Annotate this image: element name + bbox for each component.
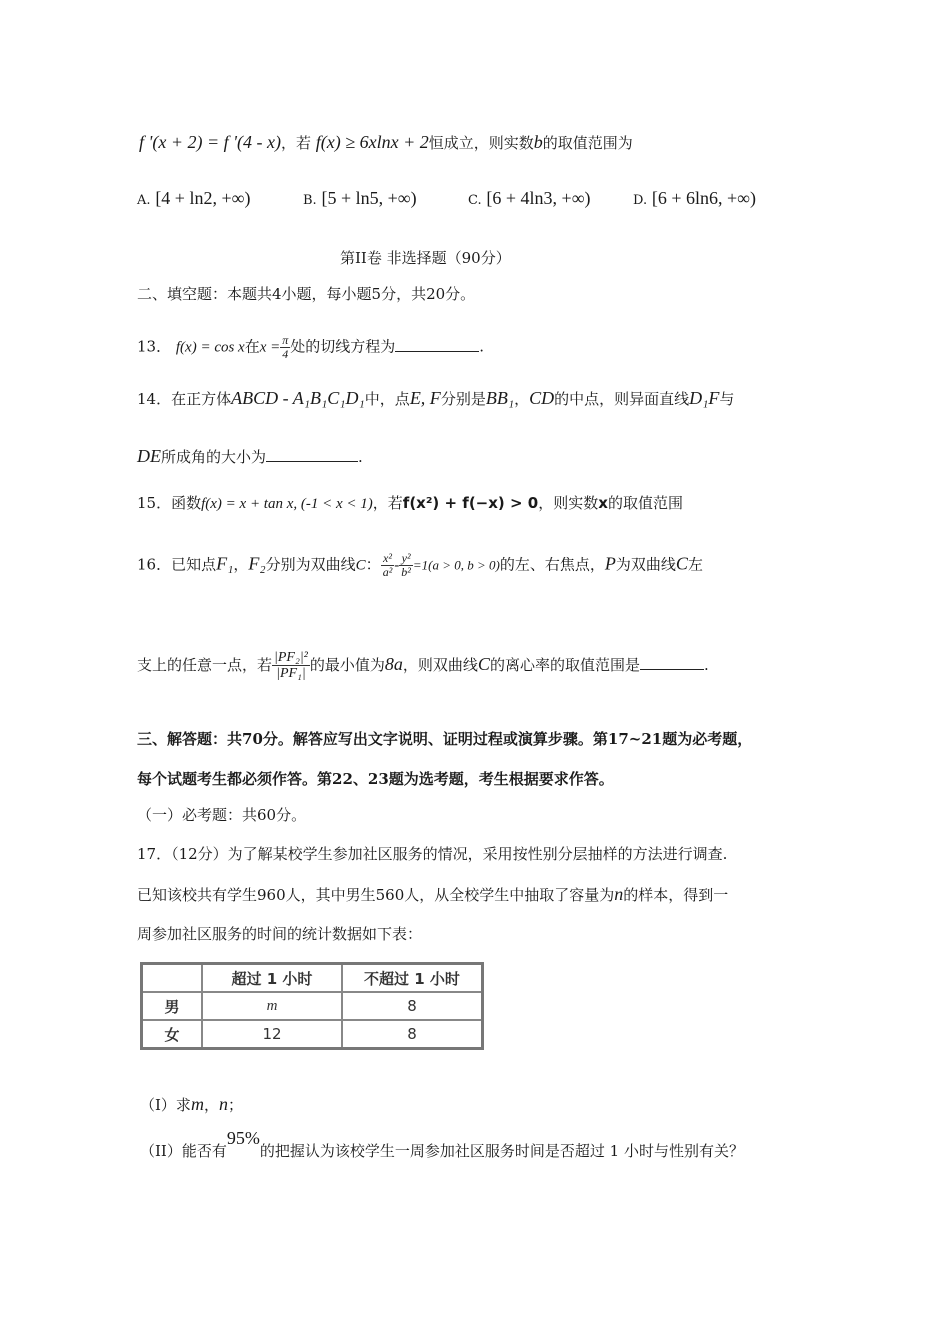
- sub-question-2: （II）能否有95%的把握认为该校学生一周参加社区服务时间是否超过 1 小时与性别有关？: [140, 1128, 744, 1160]
- derivative-equation: f '(x + 2) = f '(4 - x): [139, 132, 281, 152]
- table-row: 超过 1 小时 不超过 1 小时: [142, 964, 483, 993]
- solve-heading-line1: 三、解答题：共70分。解答应写出文字说明、证明过程或演算步骤。第17~21题为必考题，: [137, 730, 753, 748]
- question-13: 13． f(x) = cos x在x = $\frac{\pi}{4}$ 处的切线方程为 .: [137, 333, 485, 362]
- table-row: 男 m 8: [142, 992, 483, 1020]
- x-squared-over-a-squared: $\frac{\text{x²}}{\text{a²}}$: [382, 551, 393, 580]
- part2-title: 第II卷 非选择题（90分）: [340, 249, 511, 267]
- option-d: D. [6 + 6ln6, +∞): [633, 188, 756, 208]
- condition-line: f '(x + 2) = f '(4 - x)，若 f(x) ≥ 6xlnx + 2恒成立，则实数b的取值范围为: [139, 132, 633, 152]
- answer-blank: [640, 657, 704, 670]
- fill-in-heading: 二、填空题：本题共4小题，每小题5分，共20分。: [137, 285, 476, 303]
- question-16: 16．已知点F₁，F₂分别为双曲线C： $\frac{\text{x²}}{\text{a²}}$ - $\frac{\text{y²}}{\text{b²}}$ =1(a > 0, b > 0)的左、右焦点，P为双曲线C左: [137, 551, 703, 580]
- pi-over-four: $\frac{\pi}{4}$: [282, 333, 289, 362]
- solve-heading-line2: 每个试题考生都必须作答。第22、23题为选考题，考生根据要求作答。: [137, 770, 614, 788]
- pf-ratio: $\frac{\text{|PF₂|²}}{\text{|PF₁|}}$: [274, 650, 308, 682]
- option-a: A. [4 + ln2, +∞): [137, 188, 251, 208]
- option-b: B. [5 + ln5, +∞): [303, 188, 417, 208]
- question-15: 15．函数f(x) = x + tan x, (-1 < x < 1)，若f(x²) + f(−x) > 0，则实数x的取值范围: [137, 494, 683, 512]
- y-squared-over-b-squared: $\frac{\text{y²}}{\text{b²}}$: [401, 551, 411, 580]
- question-17-line2: 已知该校共有学生960人，其中男生560人，从全校学生中抽取了容量为n的样本，得到一: [137, 884, 729, 904]
- table-row: 女 12 8: [142, 1020, 483, 1049]
- answer-blank: [266, 449, 358, 462]
- question-17-line1: 17．（12分）为了解某校学生参加社区服务的情况，采用按性别分层抽样的方法进行调查.: [137, 845, 728, 863]
- sub-question-1: （I）求m，n；: [140, 1094, 243, 1114]
- question-14-cont: DE所成角的大小为 .: [137, 446, 363, 466]
- required-heading: （一）必考题：共60分。: [137, 806, 307, 824]
- inequality: f(x) ≥ 6xlnx + 2: [315, 132, 429, 152]
- answer-blank: [395, 339, 479, 352]
- question-17-line3: 周参加社区服务的时间的统计数据如下表：: [137, 925, 423, 943]
- service-time-table: [140, 962, 484, 1050]
- question-14: 14．在正方体ABCD - A₁B₁C₁D₁中，点E, F分别是BB₁，CD的中点，则异面直线D₁F与: [137, 388, 735, 408]
- option-c: C. [6 + 4ln3, +∞): [468, 188, 591, 208]
- question-16-cont: 支上的任意一点，若 $\frac{\text{|PF₂|²}}{\text{|PF₁|}}$ 的最小值为8a，则双曲线C的离心率的取值范围是 .: [137, 650, 709, 682]
